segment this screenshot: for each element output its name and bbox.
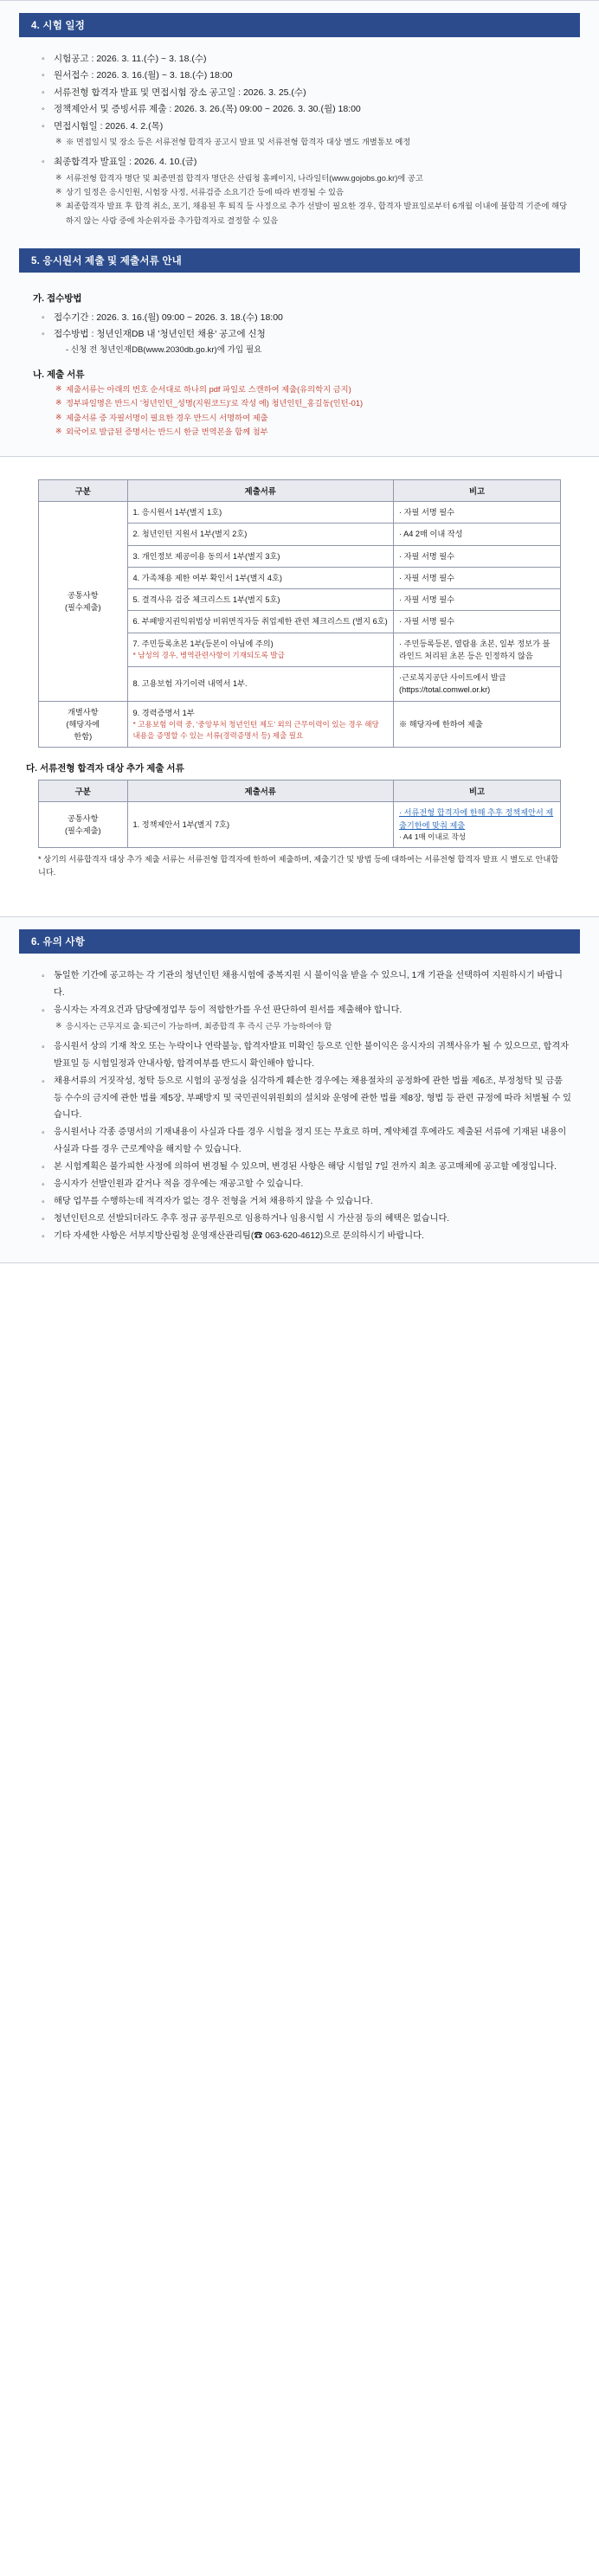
cell-document-main: 9. 경력증명서 1부 bbox=[132, 708, 195, 717]
schedule-notes bbox=[26, 171, 573, 228]
note-item: ※ 제출서류 중 자필서명이 필요한 경우 반드시 서명하여 제출 bbox=[55, 411, 573, 425]
cell-remark: · 주민등록등본, 열람용 초본, 일부 정보가 블라인드 처리된 초본 등은 인정하지 않음 bbox=[394, 633, 561, 667]
spacer bbox=[0, 457, 599, 479]
group-label-line2: (필수제출) bbox=[64, 826, 101, 835]
cell-group-common bbox=[39, 802, 128, 847]
list-item: ◦ 채용서류의 거짓작성, 청탁 등으로 시험의 공정성을 심각하게 훼손한 경우에는 채용절차의 공정화에 관한 법률 제6조, 부정청탁 및 금품 등 수수의 금지에 관한 법률 제5장, 부패방지 및 국민권익위원회의 설치와 운영에 관한 법률 제8장, 형법 등 관련 규정에 따라 처벌될 수 있습니다. bbox=[42, 1073, 573, 1125]
list-item: ◦ 최종합격자 발표일 : 2026. 4. 10.(금) bbox=[42, 154, 573, 170]
schedule-list-2 bbox=[26, 154, 573, 170]
cell-remark bbox=[394, 802, 561, 847]
section-application-body bbox=[0, 273, 599, 447]
group-label-line1: 공통사항 bbox=[67, 590, 99, 600]
cell-document: 1. 응시원서 1부(별지 1호) bbox=[127, 502, 394, 524]
note-item: ※ 정부파일명은 반드시 '청년인턴_성명(지원코드)'로 작성 예) 청년인턴_홍길동(인턴-01) bbox=[55, 396, 573, 410]
schedule-subnote bbox=[26, 135, 573, 149]
cell-remark: · 자필 서명 필수 bbox=[394, 611, 561, 633]
group-label-line2: (필수제출) bbox=[64, 602, 101, 612]
note-item: ※ 최종합격자 발표 후 합격 취소, 포기, 채용된 후 퇴직 등 사정으로 추가 선발이 필요한 경우, 합격자 발표일로부터 6개월 이내에 불합격 기준에 해당하지 않는 사람 중에 차순위자를 추가합격자로 결정할 수 있음 bbox=[55, 199, 573, 228]
note-item: ※ 응시자는 근무지로 출·퇴근이 가능하며, 최종합격 후 즉시 근무 가능하여야 함 bbox=[55, 1019, 573, 1033]
table-header-row bbox=[39, 480, 561, 502]
column-header-remarks: 비고 bbox=[394, 480, 561, 502]
column-header-documents: 제출서류 bbox=[127, 480, 394, 502]
list-item: ◦ 접수기간 : 2026. 3. 16.(월) 09:00 ~ 2026. 3. 18.(수) 18:00 bbox=[42, 310, 573, 326]
extra-table-title: 다. 서류전형 합격자 대상 추가 제출 서류 bbox=[26, 763, 184, 774]
cell-document: 2. 청년인턴 지원서 1부(별지 2호) bbox=[127, 524, 394, 545]
list-item: ◦ 서류전형 합격자 발표 및 면접시험 장소 공고일 : 2026. 3. 25.(수) bbox=[42, 85, 573, 101]
list-item: ◦ 접수방법 : 청년인재DB 내 '청년인턴 채용' 공고에 신청 bbox=[42, 326, 573, 343]
cell-document-sub: * 고용보험 이력 중, '중앙부처 청년인턴 제도' 외의 근무이력이 있는 경우 해당 내용을 증명할 수 있는 서류(경력증명서 등) 제출 필요 bbox=[132, 720, 379, 741]
cell-remark: · 자필 서명 필수 bbox=[394, 567, 561, 588]
application-method-detail: - 신청 전 청년인재DB(www.2030db.go.kr)에 가입 필요 bbox=[66, 344, 262, 355]
note-item: ※ 서류전형 합격자 명단 및 최종면접 합격자 명단은 산림청 홈페이지, 나라일터(www.gojobs.go.kr)에 공고 bbox=[55, 171, 573, 185]
cell-document: 5. 결격사유 검증 체크리스트 1부(별지 5호) bbox=[127, 589, 394, 611]
cell-remark: · 자필 서명 필수 bbox=[394, 589, 561, 611]
cell-remark-line2: · A4 1매 이내로 작성 bbox=[399, 832, 467, 841]
spacer bbox=[0, 903, 599, 916]
table-row bbox=[39, 802, 561, 847]
note-item: ※ 제출서류는 아래의 번호 순서대로 하나의 pdf 파일로 스캔하여 제출(유의학지 금지) bbox=[55, 382, 573, 396]
list-item: ◦ 응시원서 상의 기재 착오 또는 누락이나 연락불능, 합격자발표 미확인 등으로 인한 불이익은 응시자의 귀책사유가 될 수 있으므로, 합격자 발표일 등 시험일정과 안내사항, 합격여부를 반드시 확인해야 합니다. bbox=[42, 1038, 573, 1073]
cell-document bbox=[127, 633, 394, 667]
group-label-line3: 한함) bbox=[74, 732, 93, 742]
application-method-list bbox=[26, 310, 573, 344]
section-application-heading: 5. 응시원서 제출 및 제출서류 안내 bbox=[19, 248, 580, 273]
subsection-a-label: 가. 접수방법 bbox=[33, 292, 82, 304]
submission-table bbox=[38, 479, 561, 748]
cell-document: 8. 고용보험 자기이력 내역서 1부. bbox=[127, 667, 394, 702]
section-schedule-body bbox=[0, 37, 599, 236]
notice-subnote bbox=[26, 1019, 573, 1033]
section-notice bbox=[0, 916, 599, 1263]
spacer bbox=[0, 1263, 599, 1286]
list-item: ◦ 시험공고 : 2026. 3. 11.(수) ~ 3. 18.(수) bbox=[42, 51, 573, 67]
section-notice-heading: 6. 유의 사항 bbox=[19, 929, 580, 954]
list-item: ◦ 응시원서나 각종 증명서의 기재내용이 사실과 다를 경우 시험을 정지 또는 무효로 하며, 계약체결 후에라도 제출된 서류에 기재된 내용이 사실과 다를 경우 근로계약을 해지할 수 있습니다. bbox=[42, 1124, 573, 1159]
column-header-category: 구분 bbox=[39, 781, 128, 802]
list-item: ◦ 응시자가 선발인원과 같거나 적을 경우에는 재공고할 수 있습니다. bbox=[42, 1176, 573, 1193]
note-item: ※ 외국어로 발급된 증명서는 반드시 한글 번역본을 함께 첨부 bbox=[55, 425, 573, 439]
cell-document-main: 7. 주민등록초본 1부(등본이 아님에 주의) bbox=[132, 639, 274, 649]
list-item: ◦ 동일한 기간에 공고하는 각 기관의 청년인턴 채용시험에 중복지원 시 불이익을 받을 수 있으니, 1개 기관을 선택하여 지원하시기 바랍니다. bbox=[42, 967, 573, 1002]
submission-table-wrap bbox=[0, 479, 599, 748]
section-schedule bbox=[0, 0, 599, 457]
document-page bbox=[0, 0, 599, 1286]
column-header-documents: 제출서류 bbox=[127, 781, 394, 802]
extra-table-wrap bbox=[0, 780, 599, 847]
section-notice-body bbox=[0, 954, 599, 1254]
cell-document: 1. 정책제안서 1부(별지 7호) bbox=[127, 802, 394, 847]
cell-remark-line1: · 서류전형 합격자에 한해 추후 정책제안서 제출기한에 맞춰 제출 bbox=[399, 808, 554, 830]
cell-document: 3. 개인정보 제공이용 동의서 1부(별지 3호) bbox=[127, 545, 394, 567]
table-header-row bbox=[39, 781, 561, 802]
cell-remark: · 자필 서명 필수 bbox=[394, 545, 561, 567]
cell-group-individual bbox=[39, 701, 128, 748]
cell-document bbox=[127, 701, 394, 748]
table-row bbox=[39, 701, 561, 748]
cell-document: 4. 가족채용 제한 여부 확인서 1부(별지 4호) bbox=[127, 567, 394, 588]
table-row bbox=[39, 502, 561, 524]
application-doc-notes bbox=[26, 382, 573, 439]
note-item: ※ 상기 일정은 응시인원, 시험장 사정, 서류검증 소요기간 등에 따라 변경될 수 있음 bbox=[55, 185, 573, 199]
cell-document: 6. 부패방지권익위법상 비위면직자등 취업제한 관련 체크리스트 (별지 6호) bbox=[127, 611, 394, 633]
notice-list-2 bbox=[26, 1038, 573, 1245]
column-header-remarks: 비고 bbox=[394, 781, 561, 802]
group-label-line1: 공통사항 bbox=[67, 813, 99, 823]
cell-remark: · A4 2매 이내 작성 bbox=[394, 524, 561, 545]
section-schedule-heading: 4. 시험 일정 bbox=[19, 13, 580, 37]
list-item: ◦ 청년인턴으로 선발되더라도 추후 정규 공무원으로 임용하거나 임용시험 시 가산점 등의 혜택은 없습니다. bbox=[42, 1211, 573, 1228]
list-item: ◦ 본 시험계획은 불가피한 사정에 의하여 변경될 수 있으며, 변경된 사항은 해당 시험일 7일 전까지 최초 공고매체에 공고할 예정입니다. bbox=[42, 1159, 573, 1176]
cell-remark: · 자필 서명 필수 bbox=[394, 502, 561, 524]
schedule-list bbox=[26, 51, 573, 135]
group-label-line1: 개별사항 bbox=[67, 707, 99, 716]
cell-remark: ·근로복지공단 사이트에서 발급 (https://total.comwel.or.kr) bbox=[394, 667, 561, 702]
list-item: ◦ 면접시험일 : 2026. 4. 2.(목) bbox=[42, 119, 573, 135]
list-item: ◦ 해당 업무를 수행하는데 적격자가 없는 경우 전형을 거쳐 채용하지 않을 수 있습니다. bbox=[42, 1193, 573, 1211]
subsection-b-label: 나. 제출 서류 bbox=[33, 369, 85, 380]
column-header-category: 구분 bbox=[39, 480, 128, 502]
list-item: ◦ 원서접수 : 2026. 3. 16.(월) ~ 3. 18.(수) 18:00 bbox=[42, 67, 573, 84]
list-item: ◦ 기타 자세한 사항은 서부지방산림청 운영재산관리팀(☎ 063-620-4612)으로 문의하시기 바랍니다. bbox=[42, 1228, 573, 1245]
extra-table-footnote: * 상기의 서류합격자 대상 추가 제출 서류는 서류전형 합격자에 한하여 제출하며, 제출기간 및 방법 등에 대하여는 서류전형 합격자 발표 시 별도로 안내합니다. bbox=[38, 854, 559, 877]
cell-remark: ※ 해당자에 한하여 제출 bbox=[394, 701, 561, 748]
cell-document-sub: * 남성의 경우, 병역관련사항이 기재되도록 발급 bbox=[132, 651, 285, 660]
note-item: ※ ※ 면접일시 및 장소 등은 서류전형 합격자 공고시 발표 및 서류전형 합격자 대상 별도 개별통보 예정 bbox=[55, 135, 573, 149]
extra-submission-table bbox=[38, 780, 561, 847]
spacer bbox=[0, 880, 599, 903]
notice-list bbox=[26, 967, 573, 1019]
list-item: ◦ 응시자는 자격요건과 담당예정업무 등이 적합한가를 우선 판단하여 원서를 제출해야 합니다. bbox=[42, 1002, 573, 1019]
cell-group-common bbox=[39, 502, 128, 702]
group-label-line2: (해당자에 bbox=[66, 719, 100, 729]
list-item: ◦ 정책제안서 및 증빙서류 제출 : 2026. 3. 26.(목) 09:00 ~ 2026. 3. 30.(월) 18:00 bbox=[42, 101, 573, 118]
